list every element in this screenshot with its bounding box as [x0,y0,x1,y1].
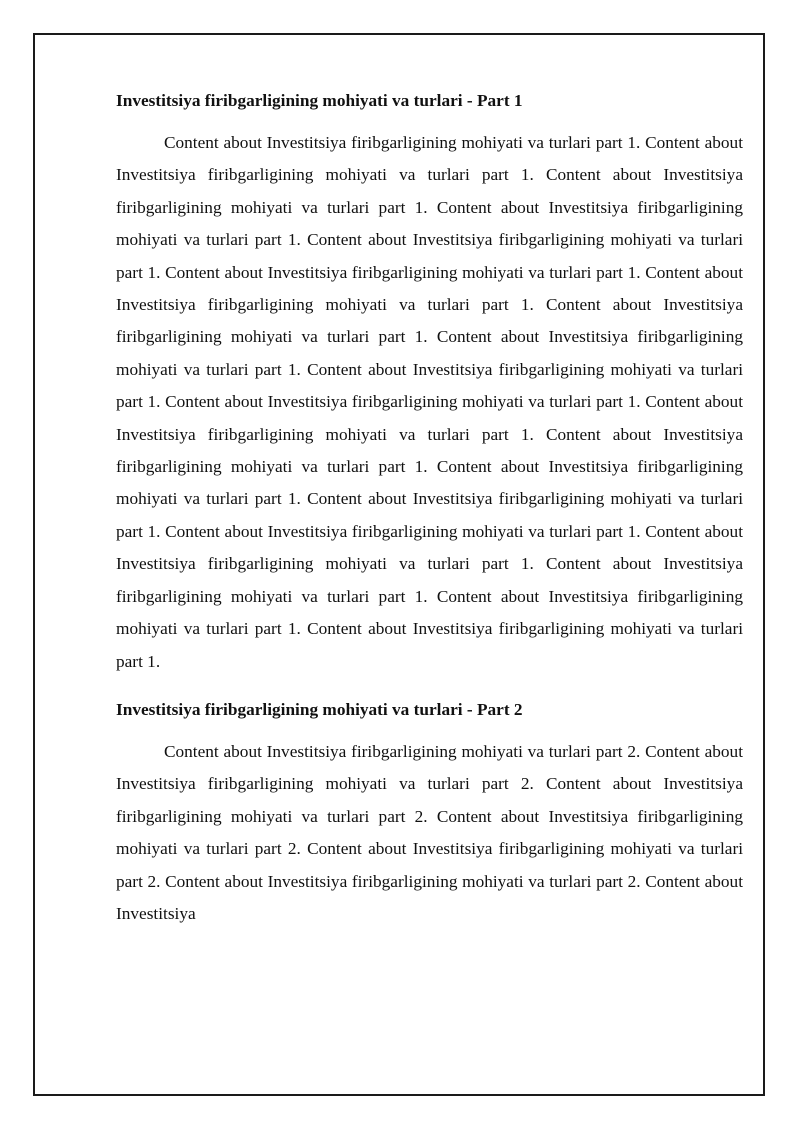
page-content [116,89,743,930]
section-heading: Investitsiya firibgarligining mohiyati va turlari - Part 2 [116,699,523,719]
section-part-1 [116,89,743,678]
section-heading: Investitsiya firibgarligining mohiyati va turlari - Part 1 [116,91,523,110]
section-paragraph: Content about Investitsiya firibgarligining mohiyati va turlari part 2. Content about Investitsiya firibgarligining mohiyati va turlari part 2. Content about Investitsiya firibgarligining mohiyati va turlari part 2. Content about Investitsiya firibgarligining mohiyati va turlari part 2. Content about Investitsiya firibgarligining mohiyati va turlari part 2. Content about Investitsiya firibgarligining mohiyati va turlari part 2. Content about Investitsiya [116,741,743,923]
section-part-2 [116,698,743,930]
document-page [33,33,765,1096]
section-paragraph: Content about Investitsiya firibgarligining mohiyati va turlari part 1. Content about Investitsiya firibgarligining mohiyati va turlari part 1. Content about Investitsiya firibgarligining mohiyati va turlari part 1. Content about Investitsiya firibgarligining mohiyati va turlari part 1. Content about Investitsiya firibgarligining mohiyati va turlari part 1. Content about Investitsiya firibgarligining mohiyati va turlari part 1. Content about Investitsiya firibgarligining mohiyati va turlari part 1. Content about Investitsiya firibgarligining mohiyati va turlari part 1. Content about Investitsiya firibgarligining mohiyati va turlari part 1. Content about Investitsiya firibgarligining mohiyati va turlari part 1. Content about Investitsiya firibgarligining mohiyati va turlari part 1. Content about Investitsiya firibgarligining mohiyati va turlari part 1. Content about Investitsiya firibgarligining mohiyati va turlari part 1. Content about Investitsiya firibgarligining mohiyati va turlari part 1. Content about Investitsiya firibgarligining mohiyati va turlari part 1. Content about Investitsiya firibgarligining mohiyati va turlari part 1. Content about Investitsiya firibgarligining mohiyati va turlari part 1. Content about Investitsiya firibgarligining mohiyati va turlari part 1. Content about Investitsiya firibgarligining mohiyati va turlari part 1. Content about Investitsiya firibgarligining mohiyati va turlari part 1. [116,133,743,671]
